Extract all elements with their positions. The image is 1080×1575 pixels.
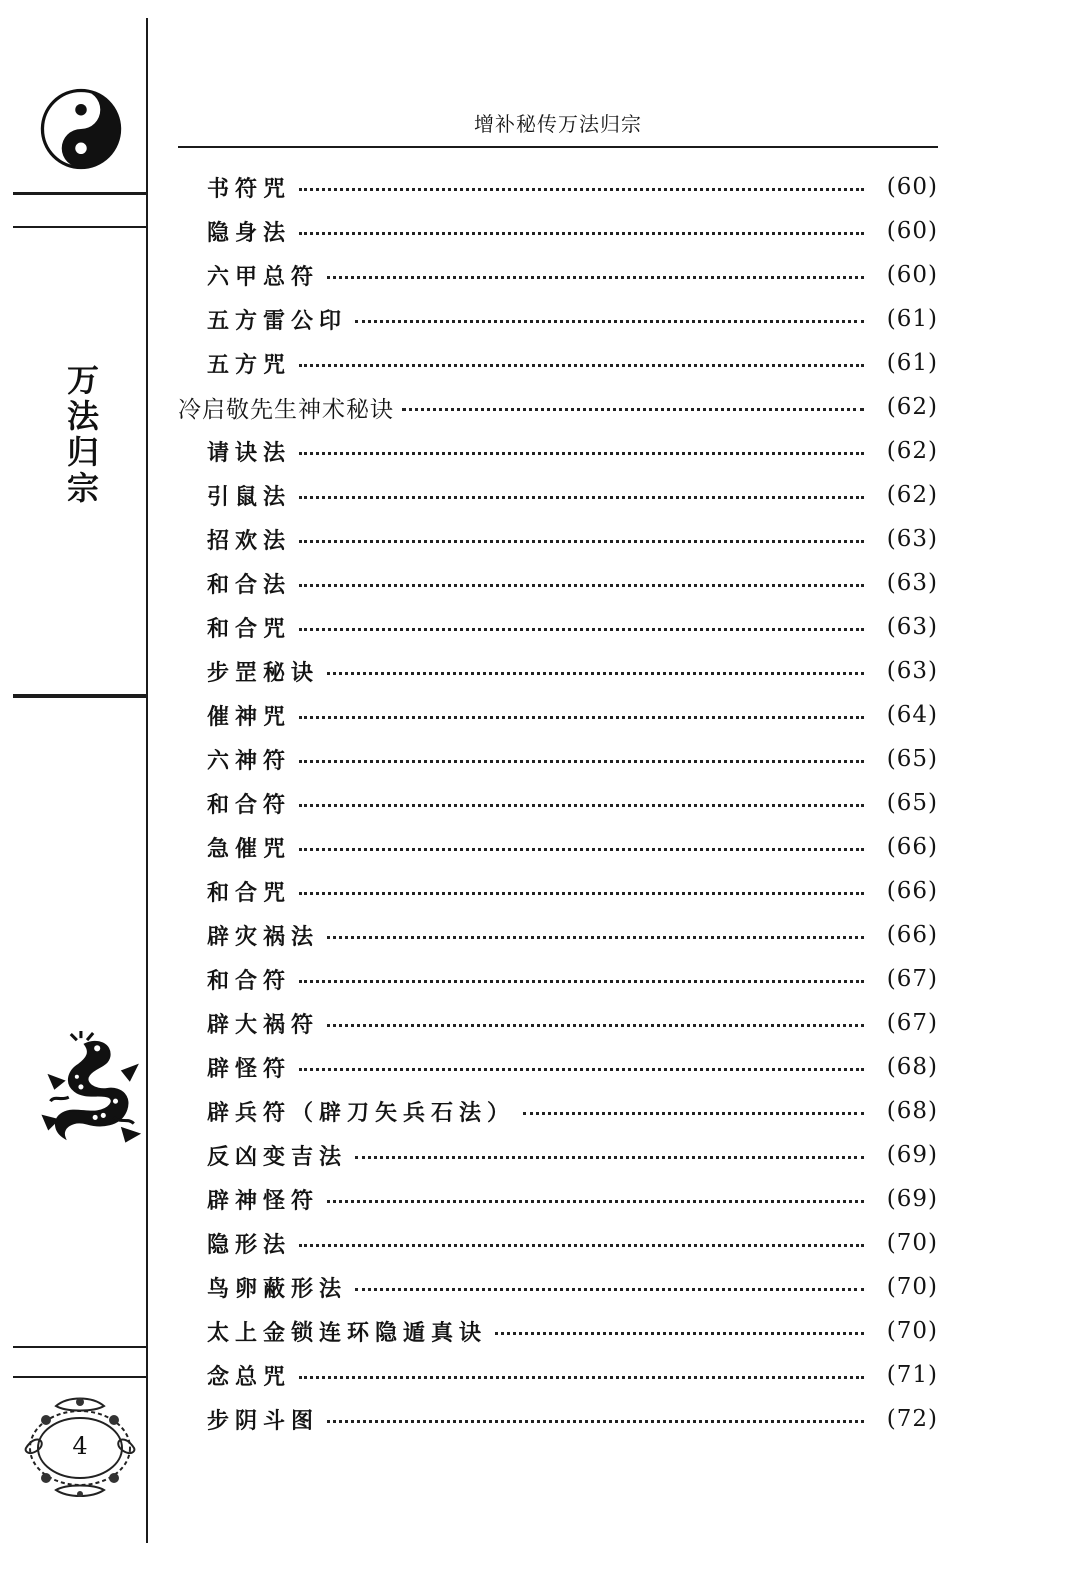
dot-leader <box>402 408 864 411</box>
toc-entry-title: 太上金锁连环隐遁真诀 <box>207 1319 488 1346</box>
dot-leader <box>299 760 864 763</box>
toc-entry-page: (63) <box>886 658 938 684</box>
toc-entry-title: 辟大祸符 <box>207 1011 320 1038</box>
toc-entry[interactable] <box>178 869 938 913</box>
toc-entry[interactable] <box>178 429 938 473</box>
toc-entry-title: 和合法 <box>207 571 292 598</box>
dot-leader <box>327 1024 864 1027</box>
toc-entry-page: (66) <box>886 834 938 860</box>
vertical-book-title: 万法归宗 <box>66 361 99 507</box>
dot-leader <box>299 364 864 367</box>
toc-entry[interactable] <box>178 473 938 517</box>
toc-entry-title: 招欢法 <box>207 527 292 554</box>
toc-entry-title: 鸟卵蔽形法 <box>207 1275 348 1302</box>
page-number: 4 <box>72 1432 88 1460</box>
toc-entry-title: 和合符 <box>207 967 292 994</box>
toc-entry-title: 步阴斗图 <box>207 1407 320 1434</box>
toc-entry-title: 请诀法 <box>207 439 292 466</box>
toc-entry[interactable] <box>178 1309 938 1353</box>
toc-entry-title: 冷启敬先生神术秘诀 <box>178 396 394 423</box>
toc-entry-page: (64) <box>886 702 938 728</box>
toc-entry-title: 五方雷公印 <box>207 307 348 334</box>
toc-entry-title: 辟灾祸法 <box>207 923 320 950</box>
margin-spine-rule <box>146 18 148 1543</box>
toc-entry[interactable] <box>178 341 938 385</box>
toc-entry-page: (62) <box>886 482 938 508</box>
toc-entry-page: (61) <box>886 306 938 332</box>
toc-entry-page: (70) <box>886 1274 938 1300</box>
toc-entry-page: (63) <box>886 570 938 596</box>
toc-entry[interactable] <box>178 1001 938 1045</box>
toc-entry-title: 和合符 <box>207 791 292 818</box>
toc-entry-title: 隐形法 <box>207 1231 292 1258</box>
dot-leader <box>299 1068 864 1071</box>
toc-entry[interactable] <box>178 605 938 649</box>
toc-entry-page: (63) <box>886 526 938 552</box>
toc-entry-page: (62) <box>886 438 938 464</box>
toc-entry[interactable] <box>178 1045 938 1089</box>
toc-entry[interactable] <box>178 913 938 957</box>
dot-leader <box>299 1376 864 1379</box>
header-rule <box>178 146 938 148</box>
toc-entry[interactable] <box>178 517 938 561</box>
toc-entry[interactable] <box>178 1353 938 1397</box>
toc-entry-title: 六甲总符 <box>207 263 320 290</box>
toc-entry-title: 催神咒 <box>207 703 292 730</box>
dot-leader <box>299 1244 864 1247</box>
toc-entry[interactable] <box>178 165 938 209</box>
dot-leader <box>327 672 864 675</box>
toc-entry[interactable] <box>178 781 938 825</box>
toc-entry-page: (60) <box>886 174 938 200</box>
toc-entry-page: (65) <box>886 790 938 816</box>
dot-leader <box>299 716 864 719</box>
toc-entry-title: 反凶变吉法 <box>207 1143 348 1170</box>
toc-entry-title: 念总咒 <box>207 1363 292 1390</box>
dot-leader <box>299 980 864 983</box>
margin-rule <box>13 1376 146 1378</box>
toc-entry[interactable] <box>178 1177 938 1221</box>
toc-entry[interactable] <box>178 1133 938 1177</box>
toc-entry-title: 书符咒 <box>207 175 292 202</box>
toc-entry-page: (67) <box>886 1010 938 1036</box>
toc-entry-page: (60) <box>886 218 938 244</box>
dot-leader <box>299 892 864 895</box>
toc-entry-title: 辟神怪符 <box>207 1187 320 1214</box>
dot-leader <box>523 1112 864 1115</box>
toc-entry-page: (72) <box>886 1406 938 1432</box>
toc-entry-page: (61) <box>886 350 938 376</box>
dragon-icon <box>24 1030 146 1152</box>
yin-yang-icon <box>40 88 122 170</box>
running-header-title: 增补秘传万法归宗 <box>474 112 642 136</box>
dot-leader <box>327 1420 864 1423</box>
toc-entry[interactable] <box>178 957 938 1001</box>
toc-entry[interactable] <box>178 1397 938 1441</box>
toc-entry-page: (70) <box>886 1230 938 1256</box>
dot-leader <box>299 628 864 631</box>
toc-entry-page: (65) <box>886 746 938 772</box>
toc-entry[interactable] <box>178 1221 938 1265</box>
toc-entry-page: (71) <box>886 1362 938 1388</box>
toc-entry[interactable] <box>178 693 938 737</box>
toc-entry-page: (66) <box>886 922 938 948</box>
toc-entry-title: 辟怪符 <box>207 1055 292 1082</box>
toc-entry-title: 步罡秘诀 <box>207 659 320 686</box>
toc-entry[interactable] <box>178 209 938 253</box>
toc-entry-title: 引鼠法 <box>207 483 292 510</box>
toc-entry-page: (68) <box>886 1054 938 1080</box>
toc-entry-page: (67) <box>886 966 938 992</box>
toc-entry[interactable] <box>178 649 938 693</box>
toc-entry[interactable] <box>178 1089 938 1133</box>
toc-entry-page: (68) <box>886 1098 938 1124</box>
margin-rule <box>13 694 146 698</box>
toc-entry[interactable] <box>178 561 938 605</box>
dot-leader <box>327 276 864 279</box>
dot-leader <box>327 936 864 939</box>
toc-entry[interactable] <box>178 825 938 869</box>
dot-leader <box>299 496 864 499</box>
dot-leader <box>299 452 864 455</box>
toc-entry-page: (69) <box>886 1186 938 1212</box>
dot-leader <box>355 1288 864 1291</box>
toc-entry-title: 隐身法 <box>207 219 292 246</box>
dot-leader <box>355 1156 864 1159</box>
dot-leader <box>299 584 864 587</box>
toc-entry-title: 急催咒 <box>207 835 292 862</box>
toc-entry-title: 五方咒 <box>207 351 292 378</box>
dot-leader <box>299 540 864 543</box>
toc-entry-page: (69) <box>886 1142 938 1168</box>
margin-rule <box>13 192 146 195</box>
margin-rule <box>13 1346 146 1348</box>
dot-leader <box>495 1332 864 1335</box>
dot-leader <box>355 320 864 323</box>
toc-entry[interactable] <box>178 253 938 297</box>
table-of-contents <box>178 165 938 1441</box>
toc-entry[interactable] <box>178 737 938 781</box>
toc-section-heading[interactable] <box>178 385 938 429</box>
dot-leader <box>299 232 864 235</box>
toc-entry-page: (66) <box>886 878 938 904</box>
toc-entry-page: (63) <box>886 614 938 640</box>
toc-entry[interactable] <box>178 297 938 341</box>
dot-leader <box>327 1200 864 1203</box>
dot-leader <box>299 848 864 851</box>
toc-entry-page: (70) <box>886 1318 938 1344</box>
toc-entry-page: (62) <box>886 394 938 420</box>
dot-leader <box>299 804 864 807</box>
toc-entry-title: 辟兵符（辟刀矢兵石法） <box>207 1099 516 1126</box>
margin-rule <box>13 226 146 228</box>
toc-entry-page: (60) <box>886 262 938 288</box>
toc-entry[interactable] <box>178 1265 938 1309</box>
toc-entry-title: 和合咒 <box>207 879 292 906</box>
toc-entry-title: 六神符 <box>207 747 292 774</box>
dot-leader <box>299 188 864 191</box>
toc-entry-title: 和合咒 <box>207 615 292 642</box>
